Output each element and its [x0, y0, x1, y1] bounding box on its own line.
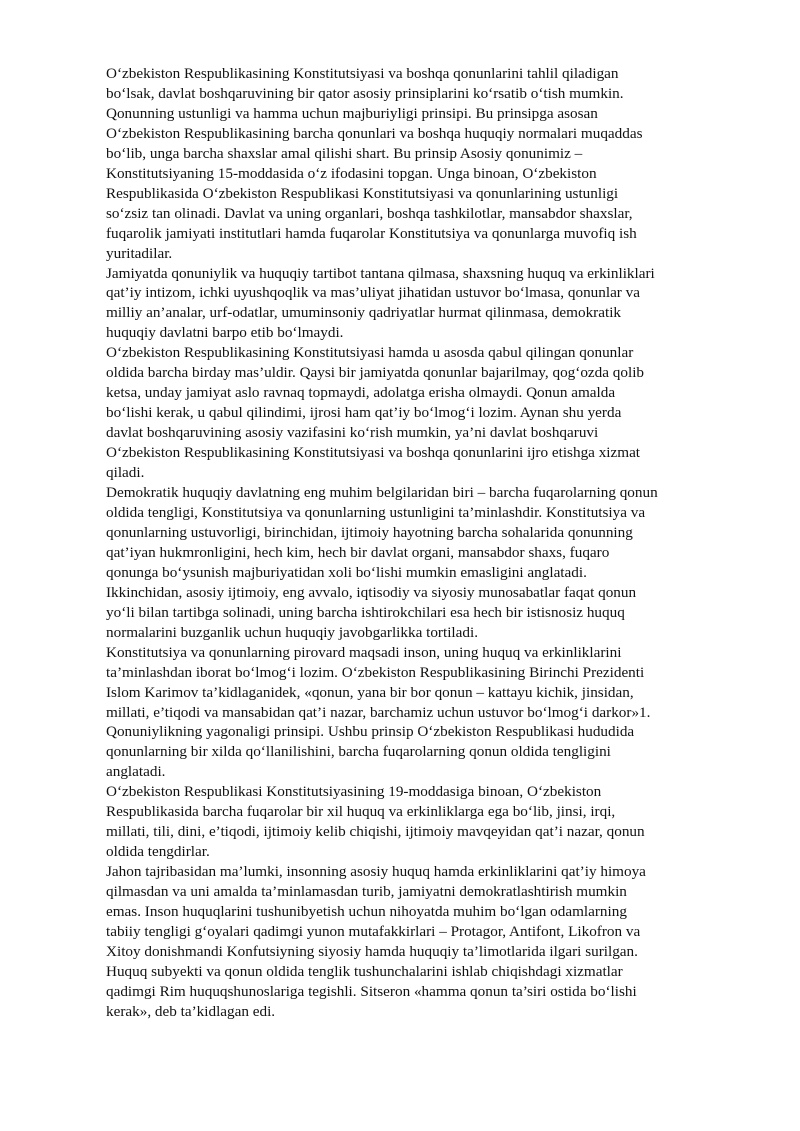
paragraph-world-experience: Jahon tajribasidan ma’lumki, insonning asosiy huquq hamda erkinliklarini qat’iy himoya qilmasdan va uni amalda ta’minlamasdan turib, jamiyatni demokratlashtirish mumkin emas. Inson huquqlarini tushunibyetish uchun nihoyatda muhim boʻlgan odamlarning tabiiy tengligi gʻoyalari qadimgi yunon mutafakkirlari – Protagor, Antifont, Likofron va Xitoy donishmandi Konfutsiyning siyosiy hamda huquqiy ta’limotlarida ilgari surilgan. Huquq subyekti va qonun oldida tenglik tushunchalarini ishlab chiqishdagi xizmatlar qadimgi Rim huquqshunoslariga tegishli. Sitseron «hamma qonun ta’siri ostida boʻlishi kerak», deb ta’kidlagan edi.: [106, 863, 646, 1020]
paragraph-equality-before-law: Demokratik huquqiy davlatning eng muhim belgilaridan biri – barcha fuqarolarning qonun oldida tengligi, Konstitutsiya va qonunlarning ustunligini ta’minlashdir. Konstitutsiya va qonunlarning ustuvorligi, birinchidan, ijtimoiy hayotning barcha sohalarida qonunning qat’iyan hukmronligini, hech kim, hech bir davlat organi, mansabdor shaxs, fuqaro qonunga boʻysunish majburiyatidan xoli boʻlishi mumkin emasligini anglatadi. Ikkinchidan, asosiy ijtimoiy, eng avvalo, iqtisodiy va siyosiy munosabatlar faqat qonun yoʻli bilan tartibga solinadi, uning barcha ishtirokchilari esa hech bir istisnosiz huquq normalarini buzganlik uchun huquqiy javobgarlikka tortiladi.: [106, 484, 658, 641]
paragraph-article-19: Oʻzbekiston Respublikasi Konstitutsiyasining 19-moddasiga binoan, Oʻzbekiston Respublikasida barcha fuqarolar bir xil huquq va erkinliklarga ega boʻlib, jinsi, irqi, millati, tili, dini, e’tiqodi, ijtimoiy kelib chiqishi, ijtimoiy mavqeyidan qat’i nazar, qonun oldida tengdirlar.: [106, 783, 645, 861]
paragraph-constitution-responsibility: Oʻzbekiston Respublikasining Konstitutsiyasi hamda u asosda qabul qilingan qonunlar oldida barcha birday mas’uldir. Qaysi bir jamiyatda qonunlar bajarilmay, qogʻozda qolib ketsa, unday jamiyat aslo ravnaq topmaydi, adolatga erisha olmaydi. Qonun amalda boʻlishi kerak, u qabul qilindimi, ijrosi ham qat’iy boʻlmogʻi lozim. Aynan shu yerda davlat boshqaruvining asosiy vazifasini koʻrish mumkin, ya’ni davlat boshqaruvi Oʻzbekiston Respublikasining Konstitutsiyasi va boshqa qonunlarini ijro etishga xizmat qiladi.: [106, 344, 645, 482]
paragraph-purpose-of-laws: Konstitutsiya va qonunlarning pirovard maqsadi inson, uning huquq va erkinliklarini ta’minlashdan iborat boʻlmogʻi lozim. Oʻzbekiston Respublikasining Birinchi Prezidenti Islom Karimov ta’kidlaganidek, «qonun, yana bir bor qonun – kattayu kichik, jinsidan, millati, e’tiqodi va mansabidan qat’i nazar, barchamiz uchun ustuvor boʻlmogʻi darkor»1. Qonuniylikning yagonaligi prinsipi. Ushbu prinsip Oʻzbekiston Respublikasi hududida qonunlarning bir xilda qoʻllanilishini, barcha fuqarolarning qonun oldida tengligini anglatadi.: [106, 643, 651, 781]
document-page: [106, 64, 734, 1022]
paragraph-legality-order: Jamiyatda qonuniylik va huquqiy tartibot tantana qilmasa, shaxsning huquq va erkinliklari qat’iy intizom, ichki uyushqoqlik va mas’uliyat jihatidan ustuvor boʻlmasa, qonunlar va milliy an’analar, urf-odatlar, umuminsoniy qadriyatlar hurmat qilinmasa, demokratik huquqiy davlatni barpo etib boʻlmaydi.: [106, 264, 655, 342]
paragraph-governance-principles: Oʻzbekiston Respublikasining Konstitutsiyasi va boshqa qonunlarini tahlil qiladigan boʻlsak, davlat boshqaruvining bir qator asosiy prinsiplarini koʻrsatib oʻtish mumkin. Qonunning ustunligi va hamma uchun majburiyligi prinsipi. Bu prinsipga asosan Oʻzbekiston Respublikasining barcha qonunlari va boshqa huquqiy normalari muqaddas boʻlib, unga barcha shaxslar amal qilishi shart. Bu prinsip Asosiy qonunimiz – Konstitutsiyaning 15-moddasida oʻz ifodasini topgan. Unga binoan, Oʻzbekiston Respublikasida Oʻzbekiston Respublikasi Konstitutsiyasi va qonunlarining ustunligi soʻzsiz tan olinadi. Davlat va uning organlari, boshqa tashkilotlar, mansabdor shaxslar, fuqarolik jamiyati institutlari hamda fuqarolar Konstitutsiya va qonunlarga muvofiq ish yuritadilar.: [106, 65, 643, 262]
